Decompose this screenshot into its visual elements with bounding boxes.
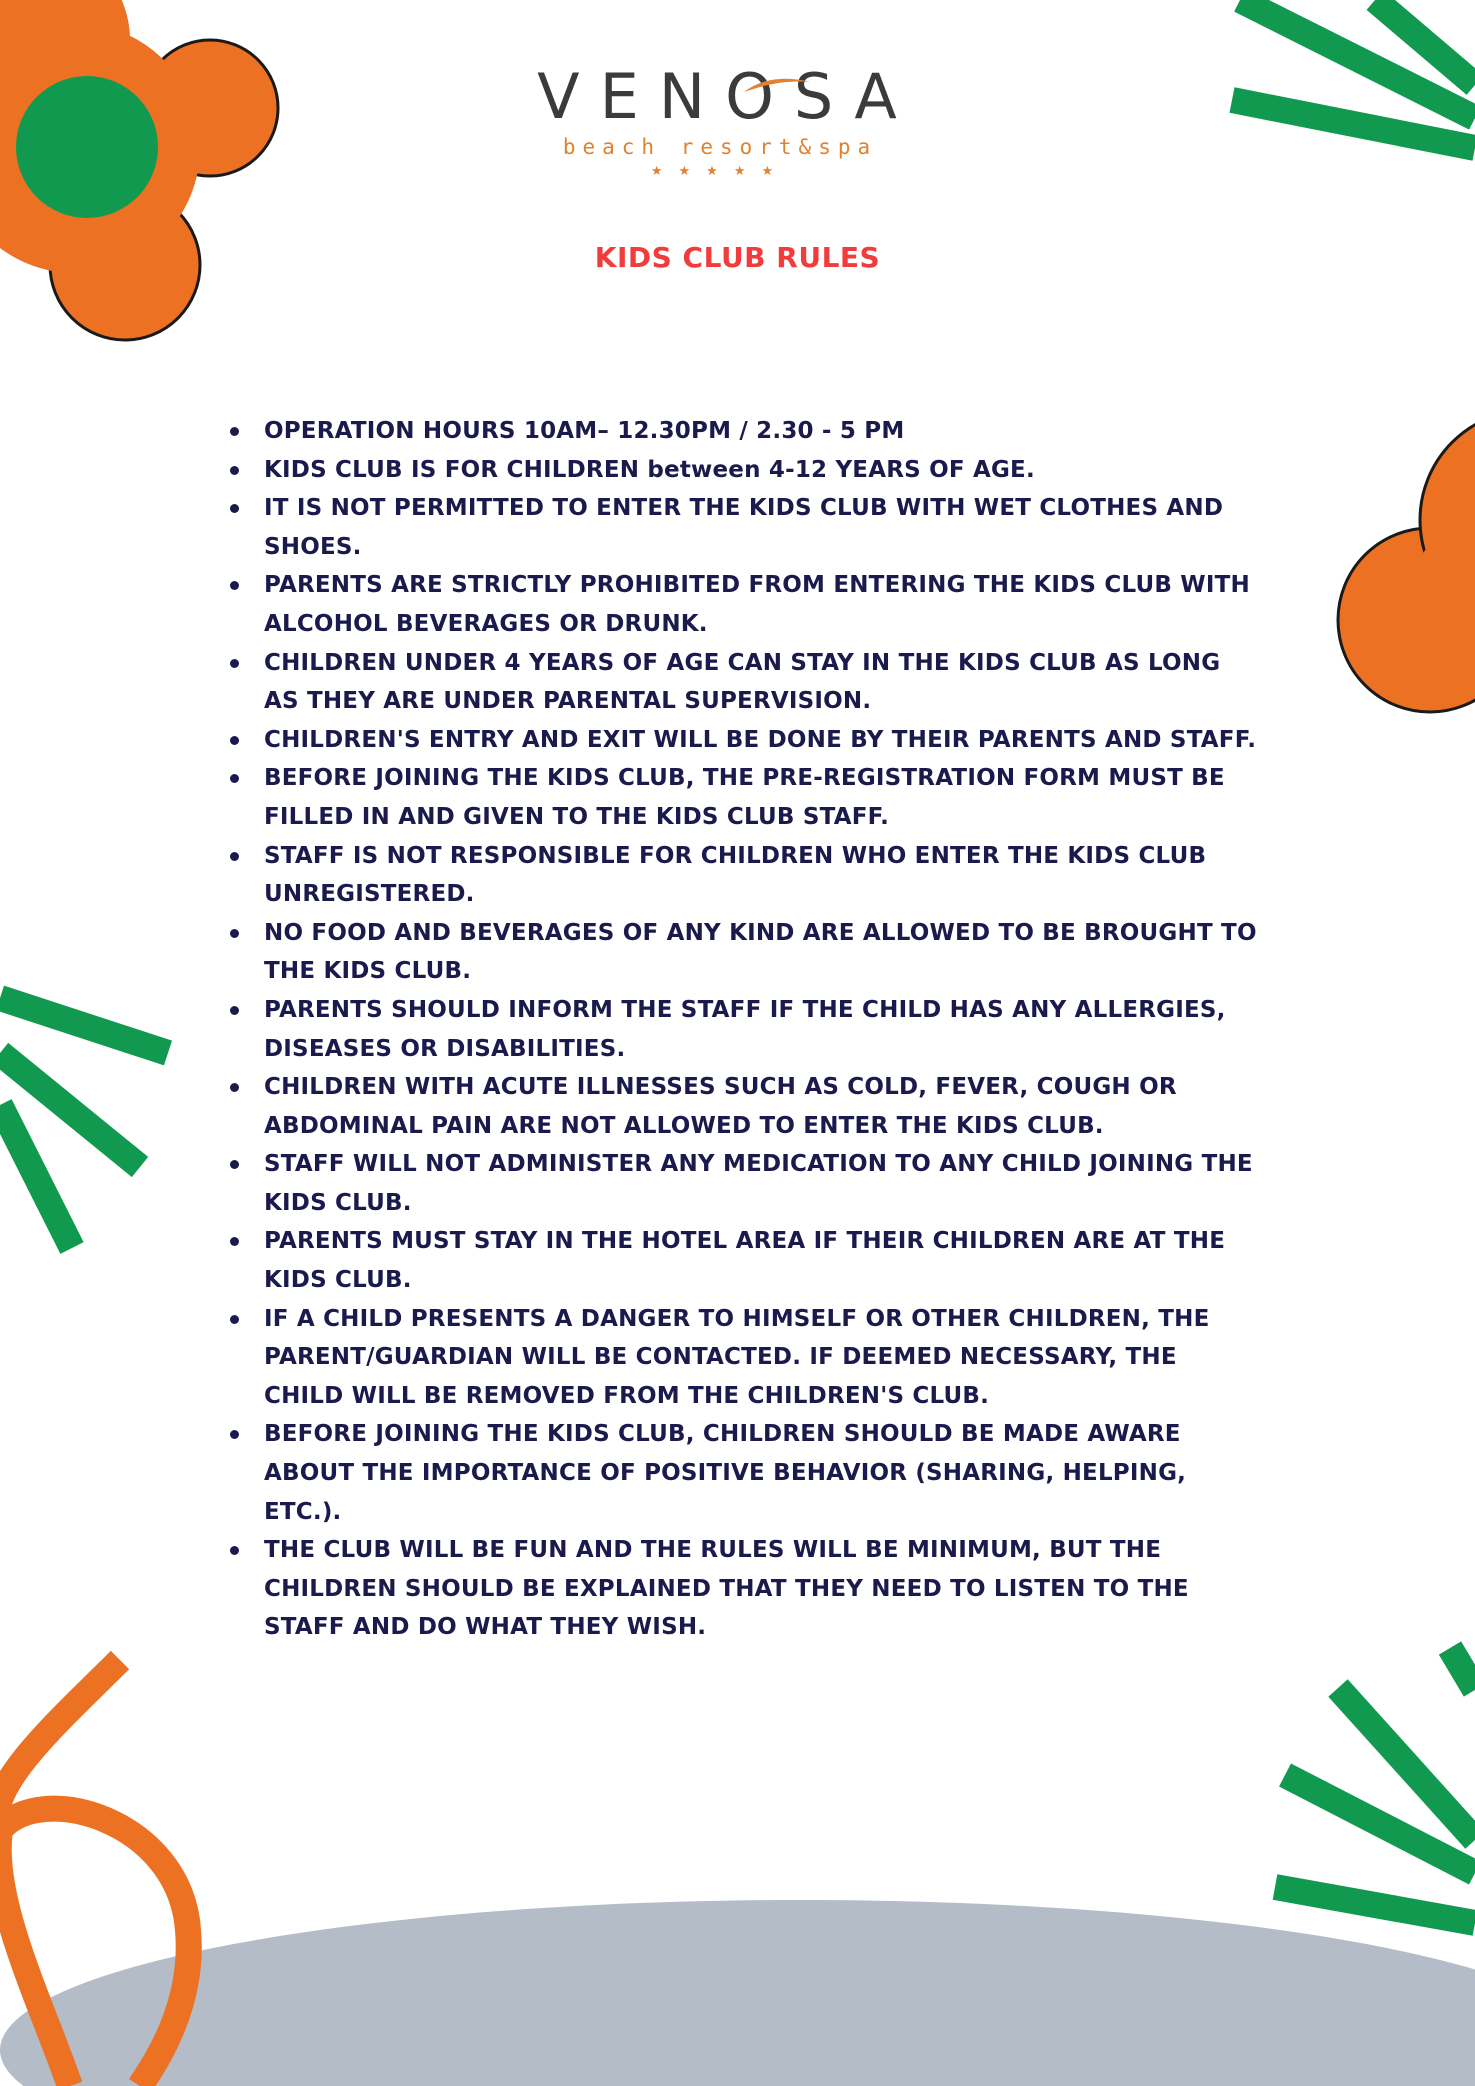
bullet-icon: [230, 1006, 239, 1015]
logo-swoosh-icon: [742, 76, 812, 96]
rule-text: STAFF WILL NOT ADMINISTER ANY MEDICATION TO ANY CHILD JOINING THE KIDS CLUB.: [264, 1151, 1253, 1216]
bullet-icon: [230, 736, 239, 745]
rule-text: CHILDREN'S ENTRY AND EXIT WILL BE DONE BY THEIR PARENTS AND STAFF.: [264, 726, 1257, 753]
orange-flower-right-decoration: [1338, 410, 1475, 712]
rule-item: [228, 991, 1258, 1068]
bullet-icon: [230, 466, 239, 475]
rule-item: [228, 412, 1258, 451]
rule-item: [228, 837, 1258, 914]
bullet-icon: [230, 581, 239, 590]
bullet-icon: [230, 1237, 239, 1246]
rule-text: PARENTS SHOULD INFORM THE STAFF IF THE CHILD HAS ANY ALLERGIES, DISEASES OR DISABILITIES.: [264, 996, 1226, 1062]
rule-item: [228, 1300, 1258, 1416]
rule-item: [228, 1415, 1258, 1531]
rule-item: [228, 451, 1258, 490]
grey-ellipse-decoration: [0, 1900, 1475, 2086]
bullet-icon: [230, 659, 239, 668]
bullet-icon: [230, 504, 239, 513]
bullet-icon: [230, 1083, 239, 1092]
bullet-icon: [230, 774, 239, 783]
rule-item: [228, 1068, 1258, 1145]
rule-text: PARENTS MUST STAY IN THE HOTEL AREA IF THEIR CHILDREN ARE AT THE KIDS CLUB.: [264, 1228, 1226, 1294]
rule-text: KIDS CLUB IS FOR CHILDREN between 4-12 YEARS OF AGE.: [264, 456, 1035, 483]
rule-text: CHILDREN UNDER 4 YEARS OF AGE CAN STAY IN THE KIDS CLUB AS LONG AS THEY ARE UNDER PARENTAL SUPERVISION.: [264, 649, 1221, 715]
rule-item: [228, 721, 1258, 760]
bullet-icon: [230, 1160, 239, 1169]
rule-item: [228, 1145, 1258, 1222]
rule-text: NO FOOD AND BEVERAGES OF ANY KIND ARE ALLOWED TO BE BROUGHT TO THE KIDS CLUB.: [264, 919, 1257, 985]
rule-text: PARENTS ARE STRICTLY PROHIBITED FROM ENTERING THE KIDS CLUB WITH ALCOHOL BEVERAGES OR DRUNK.: [264, 572, 1250, 637]
logo-brand-name: VENOSA: [537, 60, 917, 133]
rule-item: [228, 1222, 1258, 1299]
rules-list: [228, 412, 1258, 1647]
rule-text: BEFORE JOINING THE KIDS CLUB, CHILDREN SHOULD BE MADE AWARE ABOUT THE IMPORTANCE OF POSITIVE BEHAVIOR (SHARING, HELPING, ETC.).: [264, 1421, 1187, 1525]
rule-text: IT IS NOT PERMITTED TO ENTER THE KIDS CLUB WITH WET CLOTHES AND SHOES.: [264, 495, 1224, 560]
rule-text: OPERATION HOURS 10AM– 12.30PM / 2.30 - 5 PM: [264, 418, 905, 444]
logo-tagline: beach resort&spa: [562, 135, 878, 159]
rule-text: CHILDREN WITH ACUTE ILLNESSES SUCH AS COLD, FEVER, COUGH OR ABDOMINAL PAIN ARE NOT ALLOWED TO ENTER THE KIDS CLUB.: [264, 1074, 1177, 1139]
rule-text: THE CLUB WILL BE FUN AND THE RULES WILL BE MINIMUM, BUT THE CHILDREN SHOULD BE EXPLAINED THAT THEY NEED TO LISTEN TO THE STAFF AND DO WHAT THEY WISH.: [264, 1537, 1189, 1641]
bullet-icon: [230, 1546, 239, 1555]
orange-loop-decoration: [0, 1660, 189, 2086]
venosa-logo: [520, 62, 920, 192]
bullet-icon: [230, 427, 239, 436]
bullet-icon: [230, 852, 239, 861]
rule-item: [228, 1531, 1258, 1647]
rule-item: [228, 489, 1258, 566]
bullet-icon: [230, 1315, 239, 1324]
bullet-icon: [230, 929, 239, 938]
rule-item: [228, 759, 1258, 836]
logo-stars: ★★★★★: [650, 164, 790, 179]
page-title: KIDS CLUB RULES: [594, 241, 881, 274]
green-rays-bottom-right-decoration: [1275, 1648, 1475, 1923]
green-rays-left-decoration: [0, 998, 168, 1248]
rule-text: BEFORE JOINING THE KIDS CLUB, THE PRE-REGISTRATION FORM MUST BE FILLED IN AND GIVEN TO THE KIDS CLUB STAFF.: [264, 765, 1225, 830]
rule-text: STAFF IS NOT RESPONSIBLE FOR CHILDREN WHO ENTER THE KIDS CLUB UNREGISTERED.: [264, 842, 1207, 908]
rule-text: IF A CHILD PRESENTS A DANGER TO HIMSELF OR OTHER CHILDREN, THE PARENT/GUARDIAN WILL BE CONTACTED. IF DEEMED NECESSARY, THE CHILD WILL BE REMOVED FROM THE CHILDREN'S CLUB.: [264, 1305, 1210, 1409]
rule-item: [228, 914, 1258, 991]
rule-item: [228, 644, 1258, 721]
bullet-icon: [230, 1430, 239, 1439]
rule-item: [228, 566, 1258, 643]
green-rays-top-right-decoration: [1232, 0, 1475, 148]
orange-flower-top-left-decoration: [0, 0, 278, 340]
